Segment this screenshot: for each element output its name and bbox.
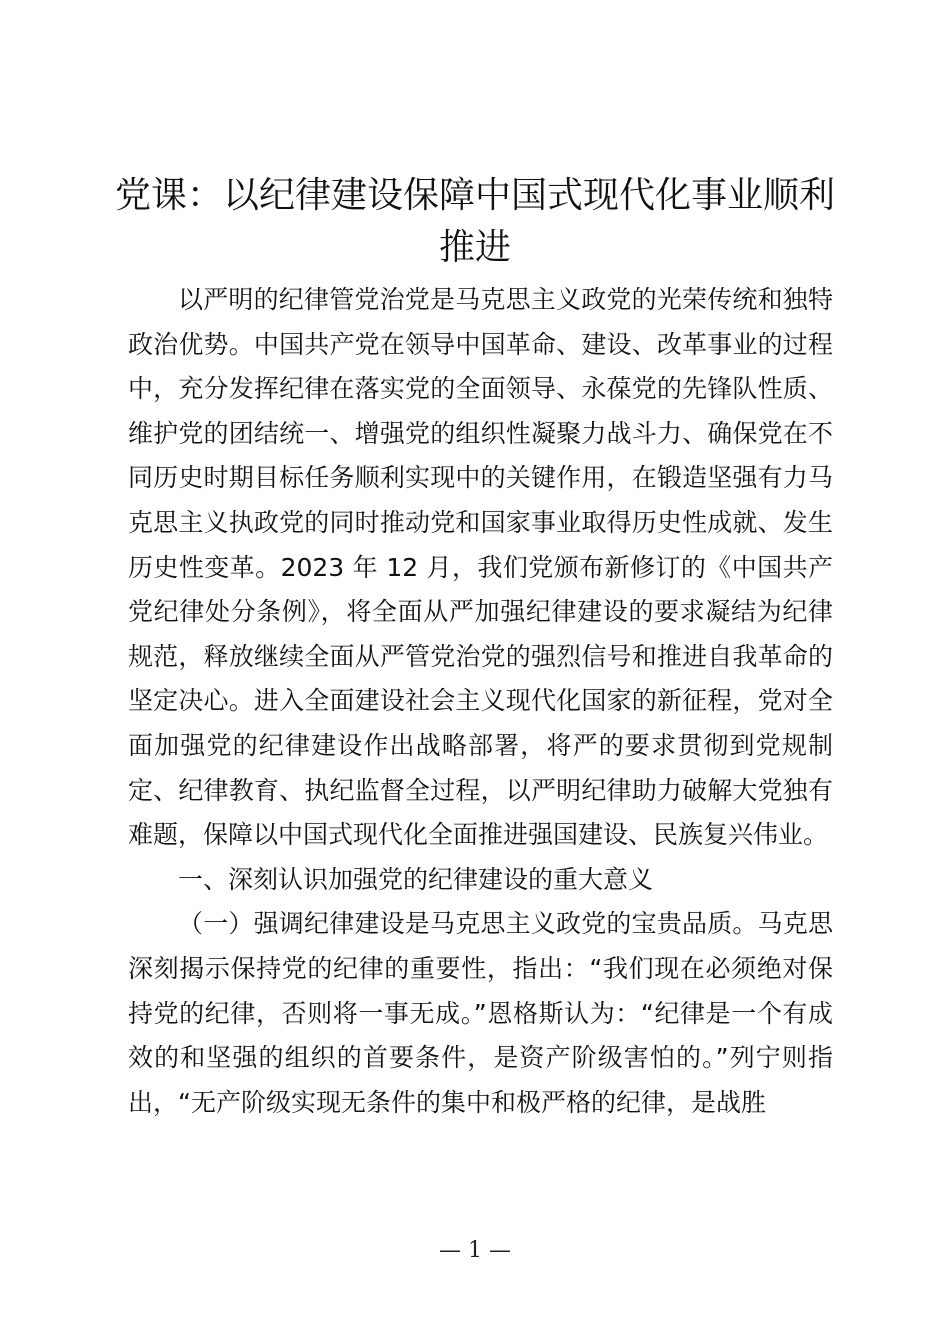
section-heading: 一、深刻认识加强党的纪律建设的重大意义 <box>178 864 654 894</box>
document-body <box>128 278 833 1125</box>
page-number: — 1 — <box>439 1238 511 1263</box>
subsection-paragraph: （一）强调纪律建设是马克思主义政党的宝贵品质。马克思深刻揭示保持党的纪律的重要性，指出：“我们现在必须绝对保持党的纪律，否则将一事无成。”恩格斯认为：“纪律是一个有成效的和坚强的组织的首要条件，是资产阶级害怕的。”列宁则指出，“无产阶级实现无条件的集中和极严格的纪律，是战胜 <box>128 909 833 1117</box>
intro-paragraph: 以严明的纪律管党治党是马克思主义政党的光荣传统和独特政治优势。中国共产党在领导中国革命、建设、改革事业的过程中，充分发挥纪律在落实党的全面领导、永葆党的先锋队性质、维护党的团结统一、增强党的组织性凝聚力战斗力、确保党在不同历史时期目标任务顺利实现中的关键作用，在锻造坚强有力马克思主义执政党的同时推动党和国家事业取得历史性成就、发生历史性变革。2023 年 12 月，我们党颁布新修订的《中国共产党纪律处分条例》，将全面从严加强纪律建设的要求凝结为纪律规范，释放继续全面从严管党治党的强烈信号和推进自我革命的坚定决心。进入全面建设社会主义现代化国家的新征程，党对全面加强党的纪律建设作出战略部署，将严的要求贯彻到党规制定、纪律教育、执纪监督全过程，以严明纪律助力破解大党独有难题，保障以中国式现代化全面推进强国建设、民族复兴伟业。 <box>128 285 833 850</box>
document-title: 党课：以纪律建设保障中国式现代化事业顺利推进 <box>114 175 835 268</box>
